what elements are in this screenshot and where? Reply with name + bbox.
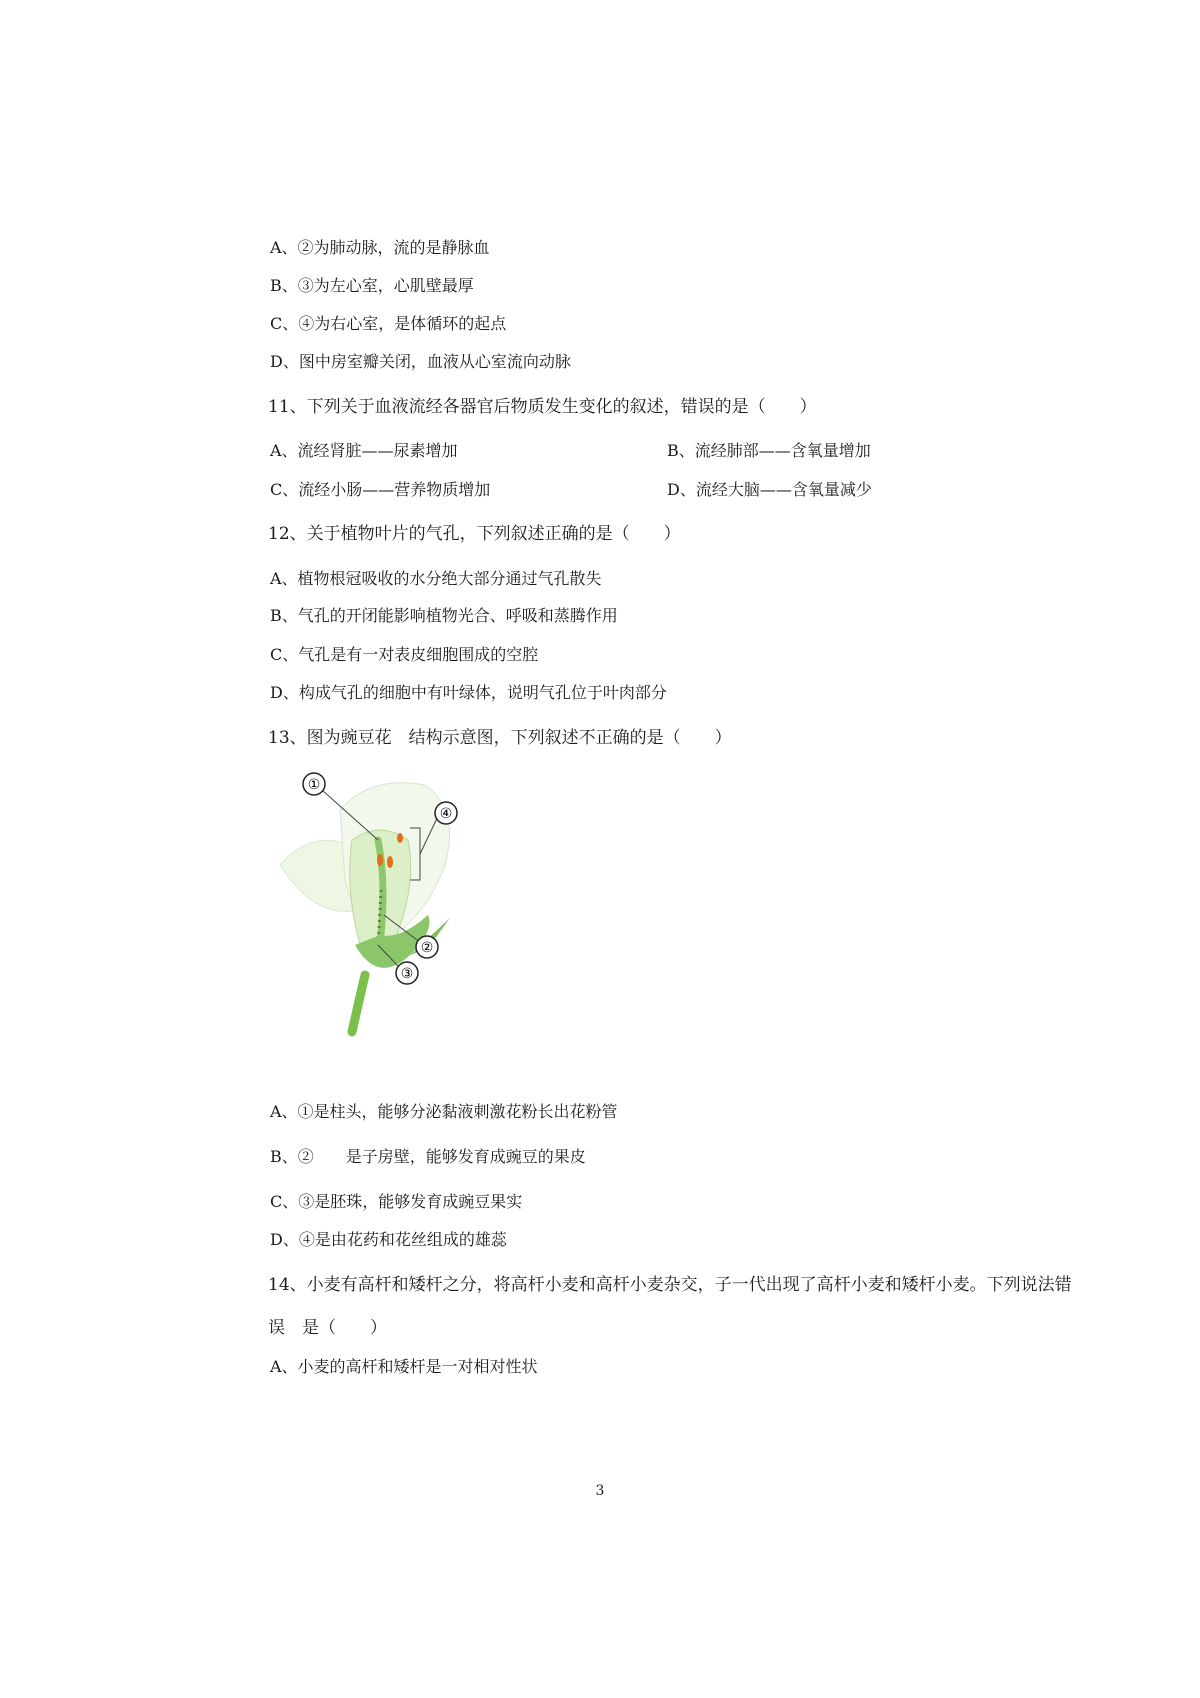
q12-option-b: B、气孔的开闭能影响植物光合、呼吸和蒸腾作用 xyxy=(270,606,618,625)
page-number: 3 xyxy=(595,1483,605,1499)
q11-option-c: C、流经小肠——营养物质增加 xyxy=(270,480,491,499)
q11-stem: 11、下列关于血液流经各器官后物质发生变化的叙述，错误的是（ ） xyxy=(268,397,817,417)
q13-stem: 13、图为豌豆花 结构示意图，下列叙述不正确的是（ ） xyxy=(268,728,732,748)
q10-option-a: A、②为肺动脉，流的是静脉血 xyxy=(270,238,490,257)
q11-option-b: B、流经肺部——含氧量增加 xyxy=(667,441,871,460)
q12-stem: 12、关于植物叶片的气孔，下列叙述正确的是（ ） xyxy=(268,524,681,544)
q11-option-a: A、流经肾脏——尿素增加 xyxy=(270,441,458,460)
anther xyxy=(387,856,393,868)
q13-option-d: D、④是由花药和花丝组成的雄蕊 xyxy=(270,1230,507,1249)
label-3-marker xyxy=(396,962,418,984)
pea-flower-figure xyxy=(260,770,500,1040)
q13-option-b: B、② 是子房壁，能够发育成豌豆的果皮 xyxy=(270,1147,586,1166)
label-1-marker xyxy=(303,773,325,795)
q13-option-c: C、③是胚珠，能够发育成豌豆果实 xyxy=(270,1192,523,1211)
q12-option-d: D、构成气孔的细胞中有叶绿体，说明气孔位于叶肉部分 xyxy=(270,683,667,702)
label-1: ① xyxy=(307,777,321,793)
label-3: ③ xyxy=(400,966,414,982)
q14-stem-line2: 误 是（ ） xyxy=(268,1318,387,1338)
q13-option-a: A、①是柱头，能够分泌黏液刺激花粉长出花粉管 xyxy=(270,1102,618,1121)
q11-option-d: D、流经大脑——含氧量减少 xyxy=(667,480,872,499)
q10-option-c: C、④为右心室，是体循环的起点 xyxy=(270,314,507,333)
q12-option-c: C、气孔是有一对表皮细胞围成的空腔 xyxy=(270,645,539,664)
q10-option-b: B、③为左心室，心肌壁最厚 xyxy=(270,276,474,295)
q12-option-a: A、植物根冠吸收的水分绝大部分通过气孔散失 xyxy=(270,569,602,588)
anther xyxy=(397,833,403,843)
stem xyxy=(352,975,365,1032)
q14-option-a: A、小麦的高杆和矮杆是一对相对性状 xyxy=(270,1357,538,1376)
label-2-marker xyxy=(416,936,438,958)
q10-option-d: D、图中房室瓣关闭，血液从心室流向动脉 xyxy=(270,352,571,371)
anther xyxy=(377,854,383,866)
label-4: ④ xyxy=(439,806,453,822)
label-4-marker xyxy=(435,802,457,824)
label-2: ② xyxy=(420,940,434,956)
q14-stem-line1: 14、小麦有高杆和矮杆之分，将高杆小麦和高杆小麦杂交，子一代出现了高杆小麦和矮杆小麦。下列说法错 xyxy=(268,1275,1072,1295)
